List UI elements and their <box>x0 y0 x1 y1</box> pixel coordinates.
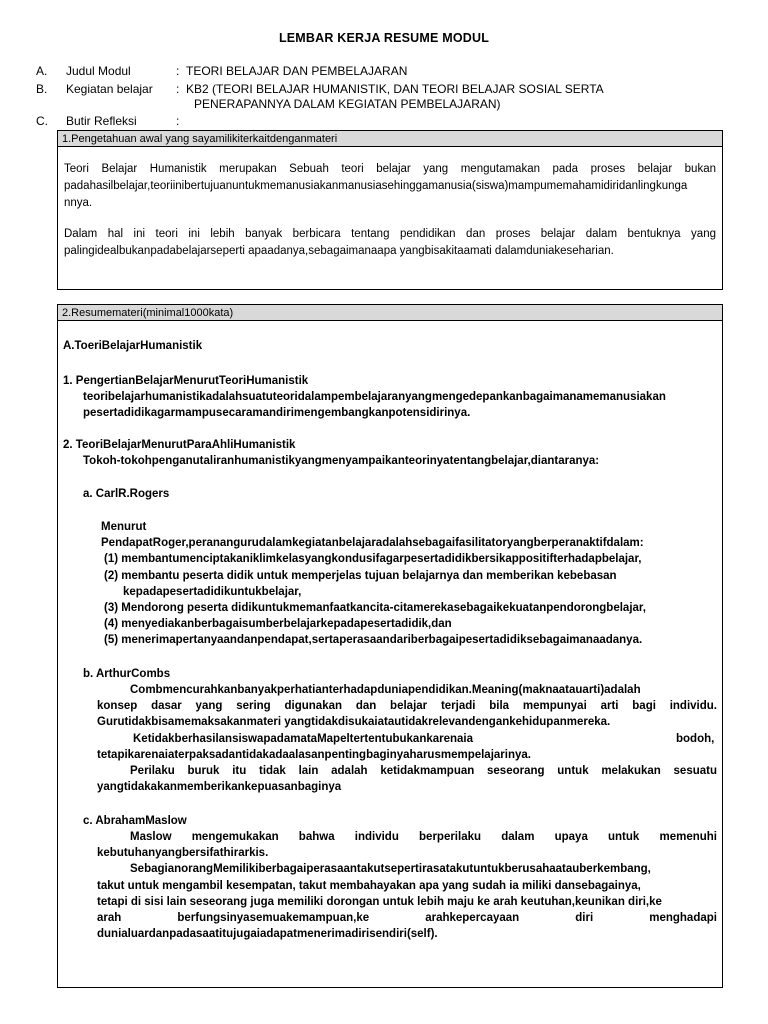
page-title: LEMBAR KERJA RESUME MODUL <box>278 31 490 45</box>
section-pengetahuan-awal <box>57 130 723 290</box>
maslow-line4: takut untuk mengambil kesempatan, takut membahayakan apa yang sudah ia miliki dansebagainya, <box>97 880 641 892</box>
rogers-item-continuation: kepadapesertadidikuntukbelajar, <box>123 586 302 598</box>
rogers-item: (2) membantu peserta didik untuk memperjelas tujuan belajarnya dan memberikan kebebasan <box>104 570 617 582</box>
point2-line1: Tokoh-tokohpenganutaliranhumanistikyangmenyampaikanteorinyatentangbelajar,diantaranya: <box>83 455 600 467</box>
subpoint-a-title: a. CarlR.Rogers <box>83 488 170 500</box>
combs-line7: yangtidakakanmemberikankepuasanbaginya <box>97 781 342 793</box>
combs-line2: konsep dasar yang sering digunakan dan belajar terjadi bila mempunyai arti bagi individu. <box>97 700 717 712</box>
subpoint-a-line1: PendapatRoger,peranangurudalamkegiatanbelajaradalahsebagaifasilitatoryangberperanaktifdalam: <box>101 537 644 549</box>
maslow-line6: arah berfungsinyasemuakemampuan,ke arahkepercayaan diri menghadapi <box>97 912 717 924</box>
rogers-item: (4) menyediakanberbagaisumberbelajarkepadapesertadidik,dan <box>104 618 452 630</box>
point2-title: 2. TeoriBelajarMenurutParaAhliHumanistik <box>63 439 296 451</box>
subpoint-b-title: b. ArthurCombs <box>83 668 171 680</box>
section1-paragraph-2: Dalam hal ini teori ini lebih banyak berbicara tentang pendidikan dan proses belajar dalam bentuknya yang palingidealbukanpadabelajarseperti apaadanya,sebagaimanaapa yangbisakitaamati dalamduniakeseharian. <box>64 228 716 257</box>
maslow-line7: dunialuardanpadasaatitujugaiadapatmenerimadirisendiri(self). <box>97 928 438 940</box>
meta-kegiatan-line2: PENERAPANNYA DALAM KEGIATAN PEMBELAJARAN) <box>194 97 501 111</box>
section1-header: 1.Pengetahuan awal yang sayamilikiterkaitdenganmateri <box>58 131 722 147</box>
point1-line2: pesertadidikagarmampusecaramandirimengembangkanpotensidirinya. <box>83 407 471 419</box>
rogers-item: (3) Mendorong peserta didikuntukmemanfaatkancita-citamerekasebagaikekuatanpendorongbelajar, <box>104 602 646 614</box>
subpoint-c-title: c. AbrahamMaslow <box>83 815 187 827</box>
combs-line4a: KetidakberhasilansiswapadamataMapeltertentubukankarenaia <box>133 733 474 745</box>
maslow-line1: Maslow mengemukakan bahwa individu berperilaku dalam upaya untuk memenuhi <box>130 831 717 843</box>
point1-line1: teoribelajarhumanistikadalahsuatuteoridalampembelajaranyangmengedepankanbagaimanamemanusiakan <box>83 391 666 403</box>
heading-teori-humanistik: A.ToeriBelajarHumanistik <box>63 340 203 352</box>
section1-paragraph-1: Teori Belajar Humanistik merupakan Sebuah teori belajar yang mengutamakan pada proses belajar bukan padahasilbelajar,teoriinibertujuanuntukmemanusiakanmanusiasehinggamanusia(siswa)mampumemahamidiridanlingkunga nnya. <box>64 163 716 209</box>
combs-line1: Combmencurahkanbanyakperhatianterhadapduniapendidikan.Meaning(maknaatauarti)adalah <box>130 684 641 696</box>
meta-row-butir: C. Butir Refleksi : <box>36 114 180 128</box>
combs-line5: tetapikarenaiaterpaksadantidakadaalasanpentingbaginyaharusmempelajarinya. <box>97 749 531 761</box>
maslow-line2: kebutuhanyangbersifathirarkis. <box>97 847 269 859</box>
maslow-line3: SebagianorangMemilikiberbagaiperasaantakutsepertirasatakutuntukberusahaatauberkembang, <box>130 863 651 875</box>
combs-line3: Gurutidakbisamemaksakanmateri yangtidakdisukaiatautidakrelevandengankehidupanmereka. <box>97 716 611 728</box>
section2-header: 2.Resumemateri(minimal1000kata) <box>58 305 722 321</box>
meta-row-judul: A. Judul Modul : TEORI BELAJAR DAN PEMBELAJARAN <box>36 64 408 78</box>
combs-line6: Perilaku buruk itu tidak lain adalah ketidakmampuan seseorang untuk melakukan sesuatu <box>130 765 717 777</box>
rogers-item: (5) menerimapertanyaandanpendapat,sertaperasaandariberbagaipesertadidiksebagaimanaadanya. <box>104 634 643 646</box>
meta-kegiatan-line1: KB2 (TEORI BELAJAR HUMANISTIK, DAN TEORI BELAJAR SOSIAL SERTA <box>186 82 604 96</box>
point1-title: 1. PengertianBelajarMenurutTeoriHumanistik <box>63 375 309 387</box>
meta-row-kegiatan: B. Kegiatan belajar : KB2 (TEORI BELAJAR HUMANISTIK, DAN TEORI BELAJAR SOSIAL SERTA PENERAPANNYA DALAM KEGIATAN PEMBELAJARAN) <box>36 82 604 111</box>
combs-line4b: bodoh, <box>676 733 715 745</box>
subpoint-a-menurut: Menurut <box>101 521 147 533</box>
rogers-item: (1) membantumenciptakaniklimkelasyangkondusifagarpesertadidikbersikappositifterhadapbelajar, <box>104 553 642 565</box>
maslow-line5: tetapi di sisi lain seseorang juga memiliki dorongan untuk lebih maju ke arah keutuhan,keunikan diri,ke <box>97 896 662 908</box>
